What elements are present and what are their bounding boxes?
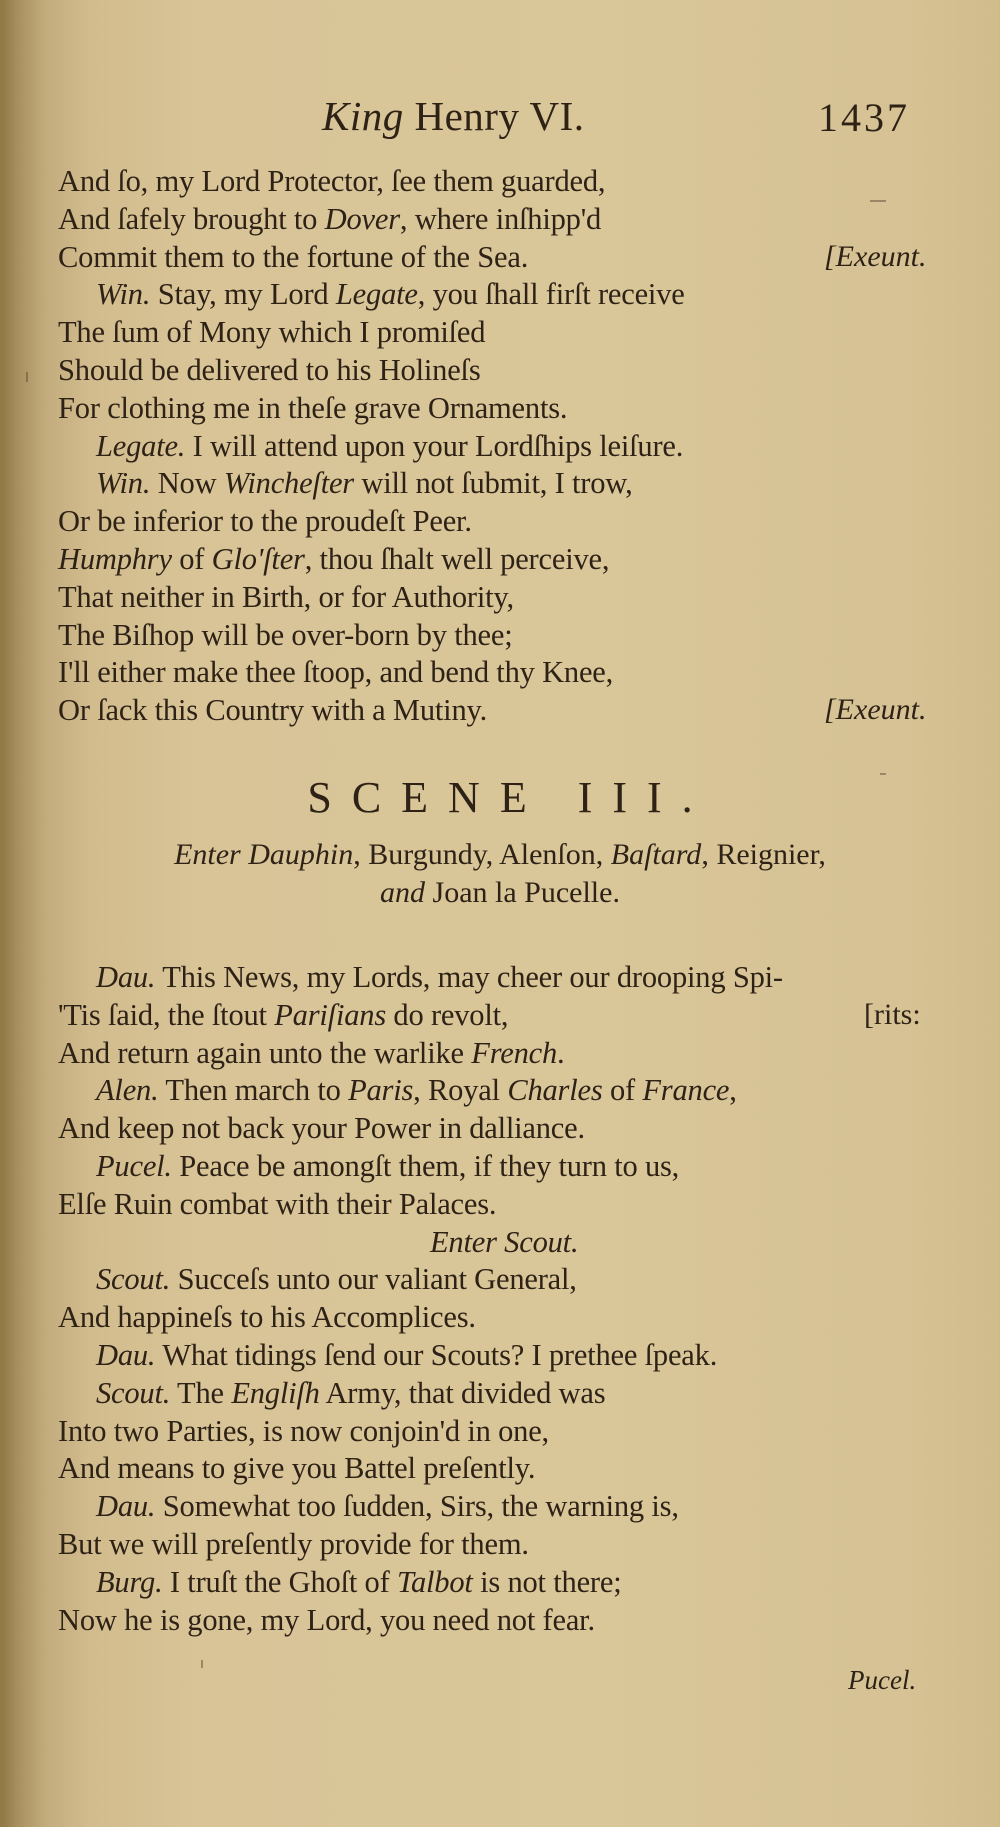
line-text: Then march to xyxy=(158,1073,349,1108)
line-text: Stay, my Lord xyxy=(150,277,336,312)
entrance-direction-line-2 xyxy=(0,876,1000,910)
running-head xyxy=(0,92,1000,152)
speaker-name: Dau. xyxy=(96,960,156,994)
speech-line xyxy=(96,1071,737,1109)
stage-direction: Enter Scout. xyxy=(430,1224,579,1259)
line-text: I truſt the Ghoſt of xyxy=(162,1564,397,1599)
ink-speck xyxy=(870,200,886,202)
italic-proper-noun: Glo'ſter xyxy=(211,542,305,576)
running-title-roman: Henry VI. xyxy=(414,93,585,139)
entrance-and: and xyxy=(380,876,426,909)
exeunt-direction: [Exeunt. xyxy=(824,239,927,273)
entrance-bastard: Baſtard xyxy=(610,838,702,871)
line-text: Succeſs unto our valiant General, xyxy=(170,1262,577,1297)
verse-line xyxy=(58,653,613,691)
verse-line xyxy=(58,351,481,389)
entrance-names: , Burgundy, Alenſon, xyxy=(353,838,611,871)
speech-line xyxy=(96,1260,577,1298)
entrance-joan: Joan la Pucelle. xyxy=(425,876,620,909)
speech-line xyxy=(96,1336,717,1374)
line-text: Army, that divided was xyxy=(319,1375,606,1410)
italic-proper-noun: French xyxy=(471,1035,558,1070)
line-text: . xyxy=(557,1035,565,1070)
speech-line xyxy=(96,464,633,502)
speech-line xyxy=(96,1563,621,1601)
catchword: Pucel. xyxy=(848,1665,917,1695)
italic-proper-noun: Talbot xyxy=(396,1564,473,1599)
line-text: Or ſack this Country with a Mutiny. xyxy=(58,693,487,728)
speech-line xyxy=(96,427,683,465)
verse-line xyxy=(58,1449,535,1487)
line-text: of xyxy=(171,542,212,576)
turnover-word: [rits: xyxy=(864,997,921,1031)
line-text: Or be inferior to the proudeſt Peer. xyxy=(58,504,472,539)
line-text: What tidings ſend our Scouts? I prethee ſpeak. xyxy=(155,1338,718,1372)
speaker-name: Scout. xyxy=(96,1262,171,1297)
speaker-name: Dau. xyxy=(96,1338,156,1372)
line-text: That neither in Birth, or for Authority, xyxy=(58,579,514,614)
line-text: , Royal xyxy=(413,1073,508,1108)
verse-line xyxy=(58,200,601,238)
line-text: The xyxy=(170,1375,232,1410)
speaker-name: Burg. xyxy=(96,1564,163,1599)
verse-line xyxy=(58,1601,595,1639)
line-text: Commit them to the fortune of the Sea. xyxy=(58,239,529,274)
verse-line xyxy=(58,1034,564,1072)
line-text: I will attend upon your Lordſhips leiſure. xyxy=(185,428,684,463)
verse-line xyxy=(58,1298,476,1336)
verse-line xyxy=(58,691,487,729)
line-text: Somewhat too ſudden, Sirs, the warning is, xyxy=(155,1489,679,1524)
line-text: Now xyxy=(150,466,224,501)
line-text: This News, my Lords, may cheer our drooping Spi- xyxy=(155,960,783,994)
italic-proper-noun: Charles xyxy=(507,1073,603,1108)
entrance-enter-dauphin: Enter Dauphin xyxy=(174,838,354,871)
entrance-direction-line-1 xyxy=(0,838,1000,872)
line-text: , thou ſhalt well perceive, xyxy=(304,542,610,576)
verse-line xyxy=(58,389,567,427)
line-text: For clothing me in theſe grave Ornaments. xyxy=(58,390,568,425)
exeunt-direction: [Exeunt. xyxy=(824,693,927,727)
line-text: I'll either make thee ſtoop, and bend thy Knee, xyxy=(58,655,614,690)
ink-speck xyxy=(26,372,28,382)
line-text: Now he is gone, my Lord, you need not fear. xyxy=(58,1602,595,1637)
scene-heading: SCENE III. xyxy=(307,773,713,822)
line-text: The Biſhop will be over-born by thee; xyxy=(58,617,513,652)
italic-proper-noun: Wincheſter xyxy=(223,466,354,501)
line-text: And happineſs to his Accomplices. xyxy=(58,1300,476,1335)
verse-line xyxy=(58,578,514,616)
line-text: will not ſubmit, I trow, xyxy=(353,466,633,501)
line-text: Peace be amongſt them, if they turn to us, xyxy=(171,1149,680,1183)
speaker-name: Pucel. xyxy=(96,1149,172,1183)
speaker-name: Alen. xyxy=(96,1073,159,1108)
line-text: 'Tis ſaid, the ſtout xyxy=(58,997,275,1032)
verse-line xyxy=(58,996,508,1034)
line-text: And return again unto the warlike xyxy=(58,1035,472,1070)
running-title xyxy=(322,92,584,140)
line-text: And ſafely brought to xyxy=(58,201,325,236)
verse-line xyxy=(58,502,472,540)
verse-line xyxy=(58,162,605,200)
line-text: And keep not back your Power in dalliance. xyxy=(58,1111,585,1146)
entrance-reignier: , Reignier, xyxy=(701,838,826,871)
speaker-name: Win. xyxy=(96,277,151,312)
speaker-name: Dau. xyxy=(96,1489,156,1524)
line-text: is not there; xyxy=(472,1564,622,1599)
verse-line xyxy=(58,313,485,351)
line-text: do revolt, xyxy=(386,997,509,1032)
line-text: , xyxy=(729,1073,737,1108)
speech-line xyxy=(96,1487,679,1525)
verse-line xyxy=(58,1525,529,1563)
speaker-name: Legate. xyxy=(96,428,186,463)
speech-line xyxy=(96,1374,605,1412)
line-text: And ſo, my Lord Protector, ſee them guarded, xyxy=(58,164,606,198)
speaker-name: Scout. xyxy=(96,1375,171,1410)
speaker-name: Win. xyxy=(96,466,151,501)
line-text: Elſe Ruin combat with their Palaces. xyxy=(58,1186,497,1221)
italic-proper-noun: Pariſians xyxy=(274,997,386,1032)
verse-line xyxy=(58,238,528,276)
italic-proper-noun: Engliſh xyxy=(231,1375,320,1410)
speech-line xyxy=(96,958,783,996)
line-text: But we will preſently provide for them. xyxy=(58,1527,529,1561)
verse-line xyxy=(58,1109,585,1147)
ink-speck xyxy=(880,773,886,775)
speech-line xyxy=(96,275,685,313)
line-text: Into two Parties, is now conjoin'd in one, xyxy=(58,1413,549,1448)
line-text: The ſum of Mony which I promiſed xyxy=(58,315,486,350)
running-title-italic: King xyxy=(322,93,404,139)
verse-line xyxy=(58,1412,549,1450)
italic-proper-noun: Humphry xyxy=(58,542,172,576)
ink-speck xyxy=(201,1660,203,1668)
line-text: And means to give you Battel preſently. xyxy=(58,1451,536,1486)
verse-line xyxy=(58,616,512,654)
verse-line xyxy=(58,1185,496,1223)
italic-proper-noun: France xyxy=(642,1073,730,1108)
page-number: 1437 xyxy=(818,95,910,140)
italic-proper-noun: Dover xyxy=(324,201,400,236)
line-text: , where inſhipp'd xyxy=(399,201,602,236)
italic-proper-noun: Paris xyxy=(348,1073,414,1108)
speech-line xyxy=(96,1147,679,1185)
italic-proper-noun: Legate xyxy=(335,277,418,312)
verse-line xyxy=(58,540,609,578)
line-text: Should be delivered to his Holineſs xyxy=(58,353,481,387)
line-text: , you ſhall firſt receive xyxy=(417,277,685,312)
line-text: of xyxy=(602,1073,643,1108)
